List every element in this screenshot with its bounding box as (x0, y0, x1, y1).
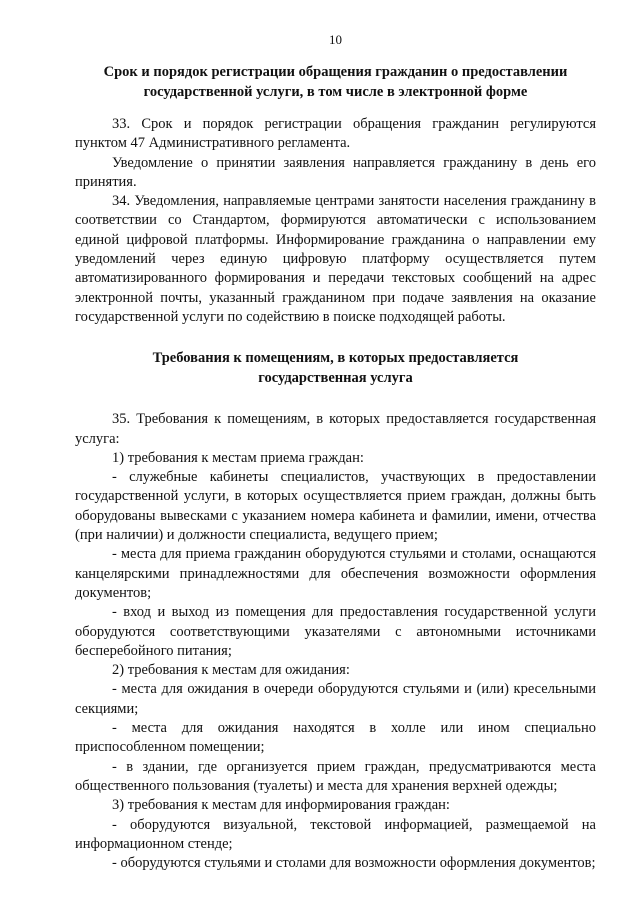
section-heading-line: государственная услуга (258, 370, 413, 387)
list-item: - места для ожидания находятся в холле или ином специально приспособленном помещении; (75, 720, 596, 756)
list-item: - места для ожидания в очереди оборудуются стульями и (или) кресельными секциями; (75, 681, 596, 717)
section-heading-registration (75, 62, 596, 102)
section-body-registration (75, 115, 596, 327)
list-item: 2) требования к местам для ожидания: (112, 662, 350, 679)
list-item: - в здании, где организуется прием граждан, предусматриваются места общественного пользования (туалеты) и места для хранения верхней одежды; (75, 758, 596, 794)
page-number: 10 (329, 32, 342, 47)
paragraph: 35. Требования к помещениям, в которых предоставляется государственная услуга: (75, 411, 596, 447)
paragraph: 33. Срок и порядок регистрации обращения гражданин регулируются пунктом 47 Административного регламента. (75, 116, 596, 152)
list-item: - места для приема гражданин оборудуются стульями и столами, оснащаются канцелярскими принадлежностями для обеспечения возможности оформления документов; (75, 546, 596, 601)
list-item: - оборудуются стульями и столами для возможности оформления документов; (112, 855, 596, 872)
list-item: - вход и выход из помещения для предоставления государственной услуги оборудуются соответствующими указателями с автономными источниками бесперебойного питания; (75, 604, 596, 659)
list-item: - оборудуются визуальной, текстовой информацией, размещаемой на информационном стенде; (75, 816, 596, 852)
section-heading-premises (75, 348, 596, 388)
list-item: 3) требования к местам для информирования граждан: (112, 797, 450, 814)
list-item: 1) требования к местам приема граждан: (112, 449, 364, 466)
paragraph: 34. Уведомления, направляемые центрами занятости населения гражданину в соответствии со Стандартом, формируются автоматически с использованием единой цифровой платформы. Информирование гражданина о направлении ему уведомлений через единую цифровую платформу осуществляется путем автоматизированного формирования и передачи текстовых сообщений на адрес электронной почты, указанный гражданином при подаче заявления на оказание государственной услуги по содействию в поиске подходящей работы. (75, 193, 596, 325)
section-heading-line: Срок и порядок регистрации обращения гражданин о предоставлении (103, 64, 568, 80)
section-body-premises (75, 410, 596, 873)
section-heading-line: государственной услуги, в том числе в электронной форме (143, 84, 528, 100)
section-heading-line: Требования к помещениям, в которых предоставляется (152, 350, 519, 367)
paragraph: Уведомление о принятии заявления направляется гражданину в день его принятия. (75, 154, 596, 190)
list-item: - служебные кабинеты специалистов, участвующих в предоставлении государственной услуги, в которых осуществляется прием граждан, должны быть оборудованы вывесками с указанием номера кабинета и фамилии, имени, отчества (при наличии) и должности специалиста, ведущего прием; (75, 469, 596, 544)
